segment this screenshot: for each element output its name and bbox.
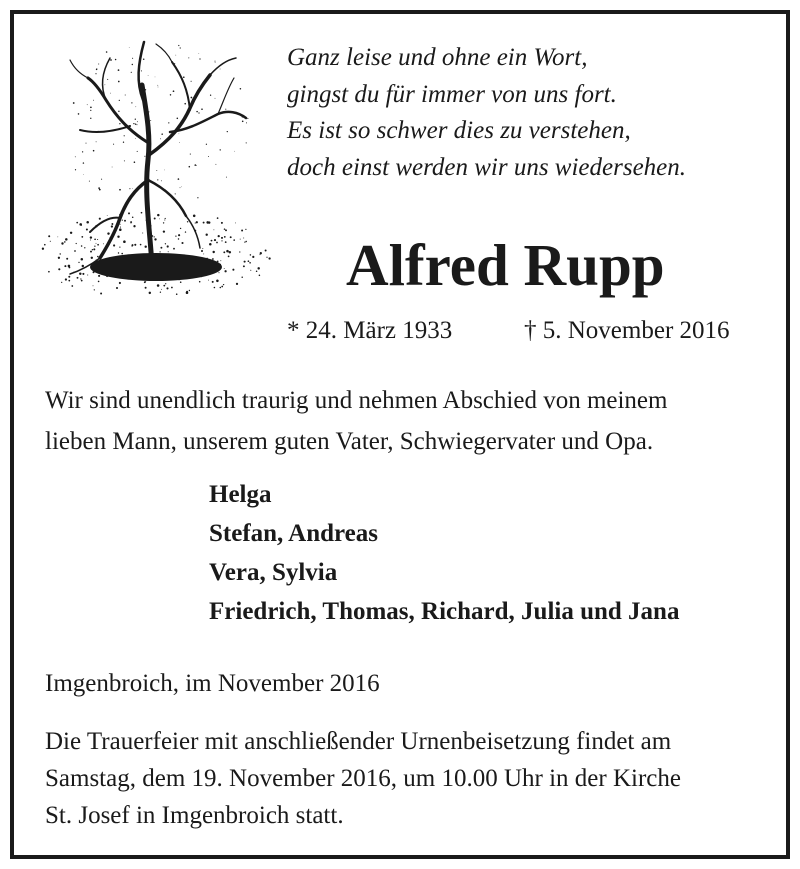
farewell-line: Wir sind unendlich traurig und nehmen Abschied von meinem — [45, 387, 668, 414]
poem-line: Ganz leise und ohne ein Wort, — [287, 44, 588, 71]
service-line: St. Josef in Imgenbroich statt. — [45, 802, 344, 829]
memorial-poem — [287, 40, 686, 186]
mourner-entry: Stefan, Andreas — [209, 520, 379, 547]
death-date: † 5. November 2016 — [524, 317, 730, 344]
mourner-entry: Vera, Sylvia — [209, 559, 338, 586]
deceased-name: Alfred Rupp — [346, 232, 665, 298]
mourner-entry: Friedrich, Thomas, Richard, Julia und Jana — [209, 598, 680, 625]
poem-line: gingst du für immer von uns fort. — [287, 80, 617, 108]
service-line: Die Trauerfeier mit anschließender Urnenbeisetzung findet am — [45, 728, 672, 755]
service-info — [45, 723, 681, 834]
mourners-list — [209, 475, 679, 631]
life-dates — [287, 313, 757, 349]
tree-icon — [30, 30, 280, 320]
service-line: Samstag, dem 19. November 2016, um 10.00 Uhr in der Kirche — [45, 765, 681, 792]
poem-line: Es ist so schwer dies zu verstehen, — [287, 117, 631, 144]
birth-date: * 24. März 1933 — [287, 317, 453, 344]
place-and-date: Imgenbroich, im November 2016 — [45, 670, 380, 697]
mourner-entry: Helga — [209, 481, 272, 508]
farewell-text — [45, 380, 667, 462]
poem-line: doch einst werden wir uns wiedersehen. — [287, 153, 687, 181]
farewell-line: lieben Mann, unserem guten Vater, Schwiegervater und Opa. — [45, 428, 654, 455]
ground-mound — [90, 253, 222, 281]
